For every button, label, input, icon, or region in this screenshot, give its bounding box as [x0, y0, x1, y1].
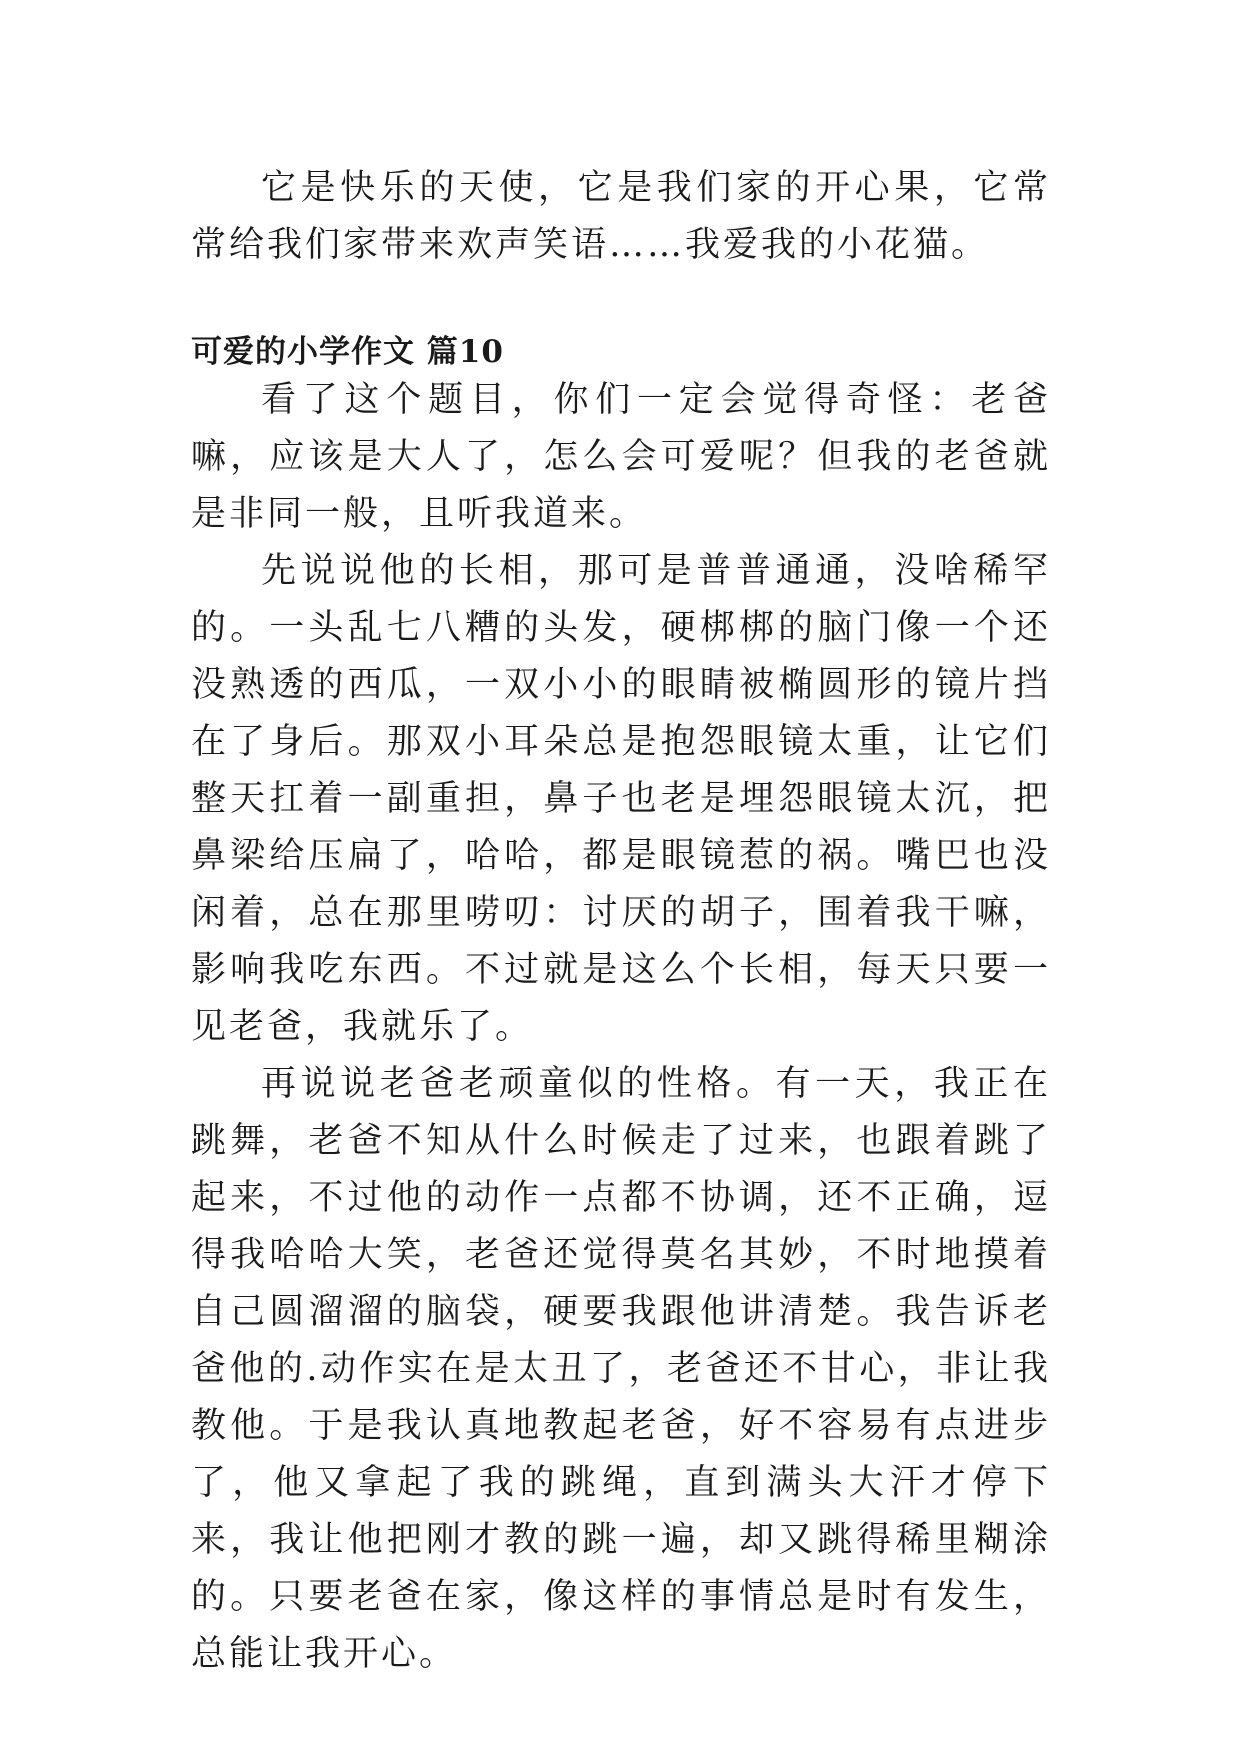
intro-paragraph: 它是快乐的天使，它是我们家的开心果，它常常给我们家带来欢声笑语……我爱我的小花猫。	[191, 168, 1051, 265]
document-body	[191, 160, 1051, 1683]
body-paragraph-3: 再说说老爸老顽童似的性格。有一天，我正在跳舞，老爸不知从什么时候走了过来，也跟着跳了起来，不过他的动作一点都不协调，还不正确，逗得我哈哈大笑，老爸还觉得莫名其妙，不时地摸着自己圆溜溜的脑袋，硬要我跟他讲清楚。我告诉老爸他的.动作实在是太丑了，老爸还不甘心，非让我教他。于是我认真地教起老爸，好不容易有点进步了，他又拿起了我的跳绳，直到满头大汗才停下来，我让他把刚才教的跳一遍，却又跳得稀里糊涂的。只要老爸在家，像这样的事情总是时有发生，总能让我开心。	[191, 1064, 1051, 1674]
body-paragraph-2: 先说说他的长相，那可是普普通通，没啥稀罕的。一头乱七八糟的头发，硬梆梆的脑门像一个还没熟透的西瓜，一双小小的眼睛被椭圆形的镜片挡在了身后。那双小耳朵总是抱怨眼镜太重，让它们整天扛着一副重担，鼻子也老是埋怨眼镜太沉，把鼻梁给压扁了，哈哈，都是眼镜惹的祸。嘴巴也没闲着，总在那里唠叨：讨厌的胡子，围着我干嘛，影响我吃东西。不过就是这么个长相，每天只要一见老爸，我就乐了。	[191, 551, 1051, 1047]
body-paragraph-1: 看了这个题目，你们一定会觉得奇怪：老爸嘛，应该是大人了，怎么会可爱呢？但我的老爸就是非同一般，且听我道来。	[191, 380, 1051, 534]
section-spacer	[191, 274, 1051, 332]
section-title: 可爱的小学作文 篇10	[191, 334, 504, 370]
